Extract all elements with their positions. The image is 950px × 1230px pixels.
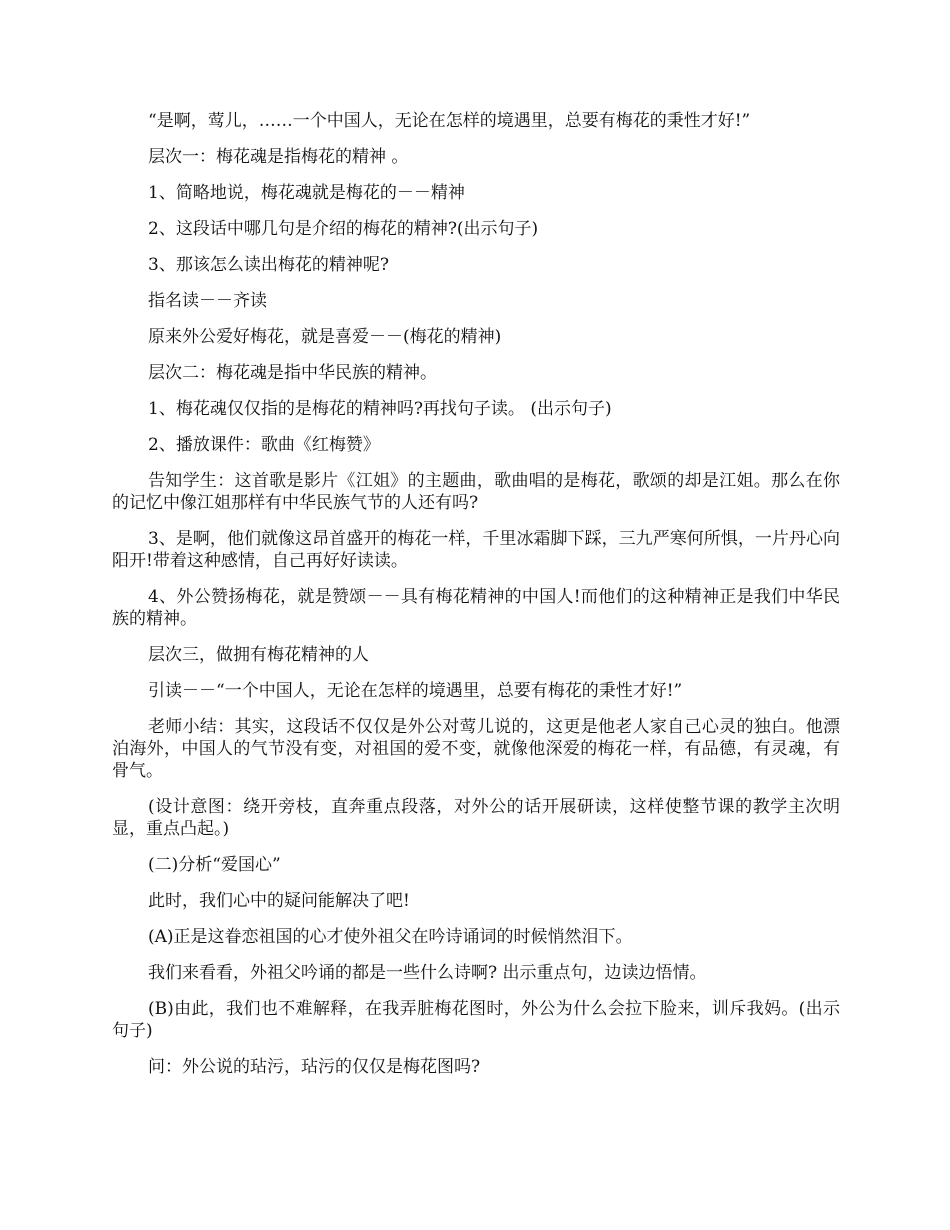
paragraph-item: 原来外公爱好梅花，就是喜爱－－(梅花的精神)	[148, 327, 502, 347]
paragraph-item: 我们来看看，外祖父吟诵的都是一些什么诗啊? 出示重点句，边读边悟情。	[148, 963, 707, 983]
paragraph-section-heading: (二)分析“爱国心”	[148, 855, 281, 875]
paragraph-design-note: (设计意图：绕开旁枝，直奔重点段落，对外公的话开展研读，这样使整节课的教学主次明显，重点凸起。)	[112, 797, 840, 839]
paragraph-item: 指名读－－齐读	[148, 291, 267, 311]
paragraph-level-3-heading: 层次三，做拥有梅花精神的人	[148, 645, 369, 665]
paragraph-level-1-heading: 层次一：梅花魂是指梅花的精神 。	[148, 147, 409, 167]
paragraph-item: 2、这段话中哪几句是介绍的梅花的精神?(出示句子)	[148, 219, 539, 239]
paragraph-item: (B)由此，我们也不难解释，在我弄脏梅花图时，外公为什么会拉下脸来，训斥我妈。(出示句子)	[112, 999, 840, 1041]
paragraph-item: 1、梅花魂仅仅指的是梅花的精神吗?再找句子读。 (出示句子)	[148, 399, 612, 419]
paragraph-quote-1: “是啊，莺儿，……一个中国人，无论在怎样的境遇里，总要有梅花的秉性才好!”	[148, 111, 751, 131]
document-body	[112, 110, 840, 1092]
paragraph-item: 3、是啊，他们就像这昂首盛开的梅花一样，千里冰霜脚下踩，三九严寒何所惧，一片丹心向阳开!带着这种感情，自己再好好读读。	[112, 529, 840, 571]
paragraph-item: (A)正是这眷恋祖国的心才使外祖父在吟诗诵词的时候悄然泪下。	[148, 927, 633, 947]
paragraph-item: 告知学生：这首歌是影片《江姐》的主题曲，歌曲唱的是梅花，歌颂的却是江姐。那么在你的记忆中像江姐那样有中华民族气节的人还有吗?	[112, 471, 840, 513]
paragraph-item: 此时，我们心中的疑问能解决了吧!	[148, 891, 410, 911]
paragraph-item: 老师小结：其实，这段话不仅仅是外公对莺儿说的，这更是他老人家自己心灵的独白。他漂泊海外，中国人的气节没有变，对祖国的爱不变，就像他深爱的梅花一样，有品德，有灵魂，有骨气。	[112, 717, 840, 781]
paragraph-item: 1、简略地说，梅花魂就是梅花的－－精神	[148, 183, 465, 203]
paragraph-item: 引读－－“一个中国人，无论在怎样的境遇里，总要有梅花的秉性才好!”	[148, 681, 683, 701]
paragraph-item: 3、那该怎么读出梅花的精神呢?	[148, 255, 389, 275]
paragraph-item: 4、外公赞扬梅花，就是赞颂－－具有梅花精神的中国人!而他们的这种精神正是我们中华民族的精神。	[112, 587, 840, 629]
paragraph-item: 问：外公说的玷污，玷污的仅仅是梅花图吗?	[148, 1057, 481, 1077]
paragraph-level-2-heading: 层次二：梅花魂是指中华民族的精神。	[148, 363, 437, 383]
paragraph-item: 2、播放课件：歌曲《红梅赞》	[148, 435, 380, 455]
